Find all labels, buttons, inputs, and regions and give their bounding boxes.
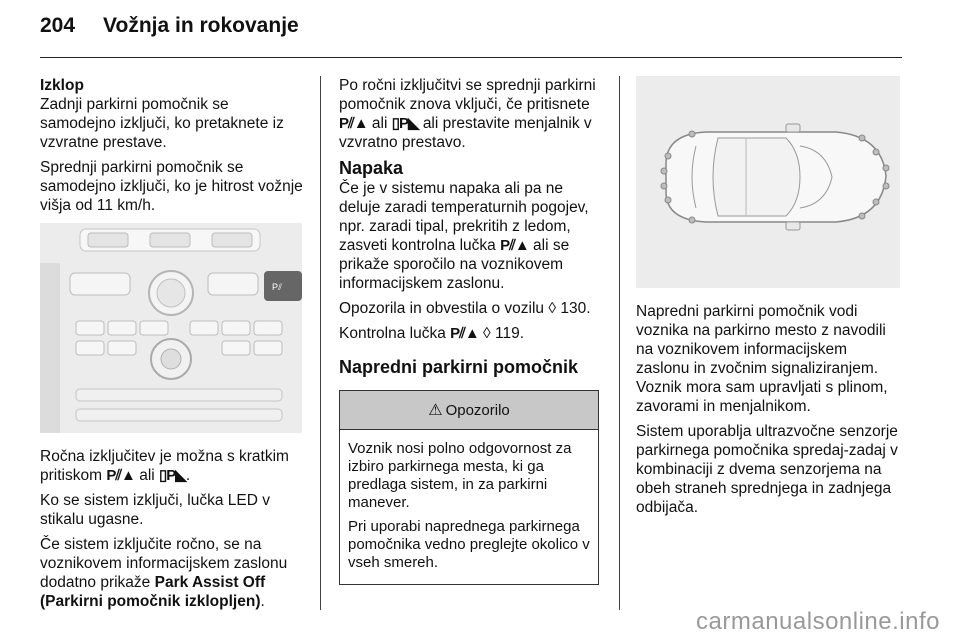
izklop-heading: Izklop	[40, 77, 84, 94]
warning-title: Opozorilo	[445, 401, 510, 419]
dashboard-illustration	[40, 223, 302, 433]
paragraph: Sistem uporablja ultrazvočne senzorje parkirnega pomočnika spredaj-zadaj v kombinaciji z dvema senzorjema na obeh straneh sprednjega in zadnjega odbijača.	[636, 423, 898, 516]
page-ref[interactable]: 119.	[495, 325, 525, 342]
advanced-park-assist-icon: ▯P◣	[159, 467, 186, 484]
napredni-heading: Napredni parkirni pomočnik	[339, 357, 579, 377]
watermark: carmanualsonline.info	[696, 608, 940, 635]
page-number: 204	[40, 14, 76, 37]
paragraph: Napredni parkirni pomočnik vodi voznika na parkirno mesto z navodili na voznikovem informacijskem zaslonu in zvočnim signaliziranjem. Voznik mora sam upravljati s plinom, zavorami in menjalnikom.	[636, 303, 888, 415]
park-assist-icon: P	[106, 467, 116, 484]
car-top-view-illustration	[636, 76, 900, 288]
paragraph: Če sistem izključite ročno, se na voznikovem informacijskem zaslonu dodatno prikaže Park Assist Off (Parkirni pomočnik izklopljen).	[40, 536, 288, 610]
advanced-park-assist-icon: ▯P◣	[391, 115, 419, 132]
page-title: Vožnja in rokovanje	[103, 14, 299, 37]
dashboard-controls-image	[40, 223, 302, 433]
page-ref[interactable]: 130.	[560, 300, 591, 317]
column-divider-2	[619, 76, 620, 610]
sensor-waves-icon: ⫽▲	[509, 237, 529, 254]
column-2	[339, 76, 607, 585]
page-ref-icon: ◊	[548, 300, 557, 317]
paragraph: Sprednji parkirni pomočnik se samodejno izključi, ko je hitrost vožnje višja od 11 km/h.	[40, 159, 303, 214]
warning-icon: ⚠	[428, 401, 443, 419]
column-1	[40, 76, 305, 617]
page-header	[40, 14, 299, 54]
column-3	[636, 76, 904, 523]
warning-body	[340, 430, 598, 584]
paragraph: Zadnji parkirni pomočnik se samodejno izključi, ko pretaknete iz vzvratne prestave.	[40, 96, 284, 151]
svg-text:P⫽: P⫽	[272, 282, 283, 292]
paragraph: Kontrolna lučka P⫽▲ ◊ 119.	[339, 325, 525, 342]
display-message: Park Assist Off (Parkirni pomočnik izklopljen)	[40, 574, 266, 610]
sensor-waves-icon: ⫽▲	[459, 325, 479, 342]
napaka-heading: Napaka	[339, 158, 404, 178]
page-ref-icon: ◊	[483, 325, 491, 342]
park-assist-icon: P	[339, 115, 349, 132]
warning-paragraph: Voznik nosi polno odgovornost za izbiro parkirnega mesta, ki ga predlaga sistem, in za parkirni manever.	[348, 440, 572, 511]
header-divider	[40, 57, 902, 58]
paragraph: Po ročni izključitvi se sprednji parkirni pomočnik znova vključi, če pritisnete P⫽▲ ali ▯P◣ ali prestavite menjalnik v vzvratno prestavo.	[339, 77, 596, 151]
warning-header	[340, 391, 598, 430]
sensor-waves-icon: ⫽▲	[115, 467, 135, 484]
park-assist-icon: P	[450, 325, 460, 342]
paragraph: Če je v sistemu napaka ali pa ne deluje zaradi temperaturnih pogojev, npr. zaradi tipal, prekritih z ledom, zasveti kontrolna lučka P⫽▲ ali se prikaže sporočilo na voznikovem informacijskem zaslonu.	[339, 180, 589, 292]
park-assist-icon: P	[500, 237, 510, 254]
column-divider-1	[320, 76, 321, 610]
sensor-waves-icon: ⫽▲	[348, 115, 368, 132]
warning-paragraph: Pri uporabi naprednega parkirnega pomočnika vedno preglejte okolico v vseh smereh.	[348, 518, 590, 571]
paragraph: Opozorila in obvestila o vozilu ◊ 130.	[339, 300, 591, 317]
paragraph: Ko se sistem izključi, lučka LED v stikalu ugasne.	[40, 492, 270, 528]
warning-box	[339, 390, 599, 585]
paragraph: Ročna izključitev je možna s kratkim pritiskom P⫽▲ ali ▯P◣.	[40, 448, 289, 484]
car-sensors-image	[636, 76, 900, 288]
